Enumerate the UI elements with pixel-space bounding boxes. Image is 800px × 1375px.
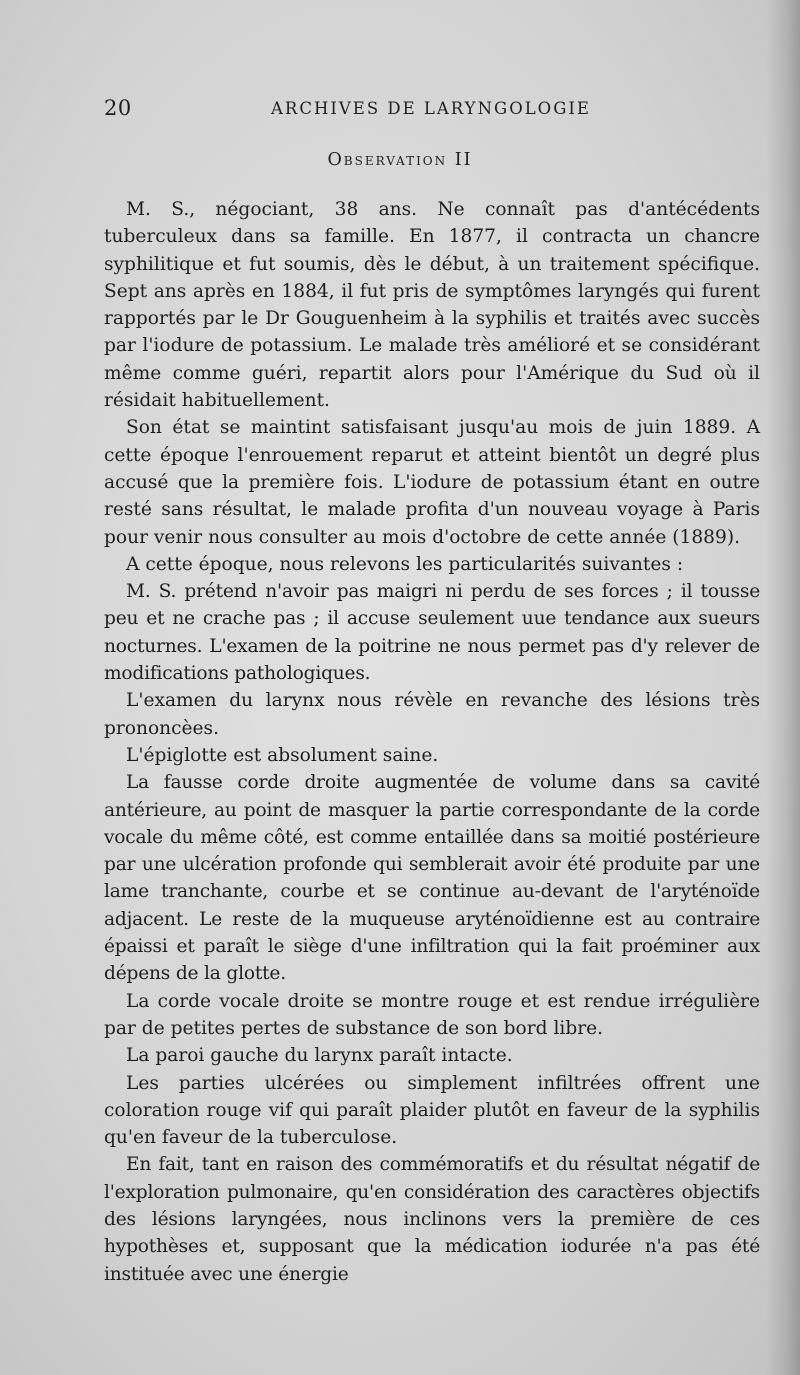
paragraph: La paroi gauche du larynx paraît intacte. <box>126 1045 513 1067</box>
body-text <box>104 196 760 1288</box>
paragraph: L'examen du larynx nous révèle en revanche des lésions très prononcèes. <box>104 690 760 739</box>
paragraph: La corde vocale droite se montre rouge et est rendue irrégulière par de petites pertes de substance de son bord libre. <box>104 990 760 1039</box>
paragraph: Son état se maintint satisfaisant jusqu'au mois de juin 1889. A cette époque l'enrouement reparut et atteint bientôt un degré plus accusé que la première fois. L'iodure de potassium étant en outre resté sans résultat, le malade profita d'un nouveau voyage à Paris pour venir nous consulter au mois d'octobre de cette année (1889). <box>104 417 760 548</box>
paragraph: M. S. prétend n'avoir pas maigri ni perdu de ses forces ; il tousse peu et ne crache pas ; il accuse seulement uue tendance aux sueurs nocturnes. L'examen de la poitrine ne nous permet pas d'y relever de modifications pathologiques. <box>104 581 760 685</box>
running-head <box>104 96 764 126</box>
paragraph: Les parties ulcérées ou simplement infiltrées offrent une coloration rouge vif qui paraît plaider plutôt en faveur de la syphilis qu'en faveur de la tuberculose. <box>104 1072 760 1149</box>
journal-title: ARCHIVES DE LARYNGOLOGIE <box>271 99 591 118</box>
paragraph: A cette époque, nous relevons les particularités suivantes : <box>126 553 684 575</box>
section-heading: Observation II <box>327 150 473 170</box>
paragraph: M. S., négociant, 38 ans. Ne connaît pas d'antécédents tuberculeux dans sa famille. En 1877, il contracta un chancre syphilitique et fut soumis, dès le début, à un traitement spécifique. Sept ans après en 1884, il fut pris de symptômes laryngés qui furent rapportés par le Dr Gouguenheim à la syphilis et traités avec succès par l'iodure de potassium. Le malade très amélioré et se considérant même comme guéri, repartit alors pour l'Amérique du Sud où il résidait habituellement. <box>104 199 760 412</box>
page-edge-shadow <box>766 0 800 1375</box>
page-number: 20 <box>104 96 132 120</box>
paragraph: En fait, tant en raison des commémoratifs et du résultat négatif de l'exploration pulmonaire, qu'en considération des caractères objectifs des lésions laryngées, nous inclinons vers la première de ces hypothèses et, supposant que la médication iodurée n'a pas été instituée avec une énergie <box>104 1154 760 1285</box>
paragraph: La fausse corde droite augmentée de volume dans sa cavité antérieure, au point de masquer la partie correspondante de la corde vocale du même côté, est comme entaillée dans sa moitié postérieure par une ulcération profonde qui semblerait avoir été produite par une lame tranchante, courbe et se continue au-devant de l'aryténoïde adjacent. Le reste de la muqueuse aryténoïdienne est au contraire épaissi et paraît le siège d'une infiltration qui la fait proéminer aux dépens de la glotte. <box>104 772 760 985</box>
paragraph: L'épiglotte est absolument saine. <box>126 744 439 766</box>
